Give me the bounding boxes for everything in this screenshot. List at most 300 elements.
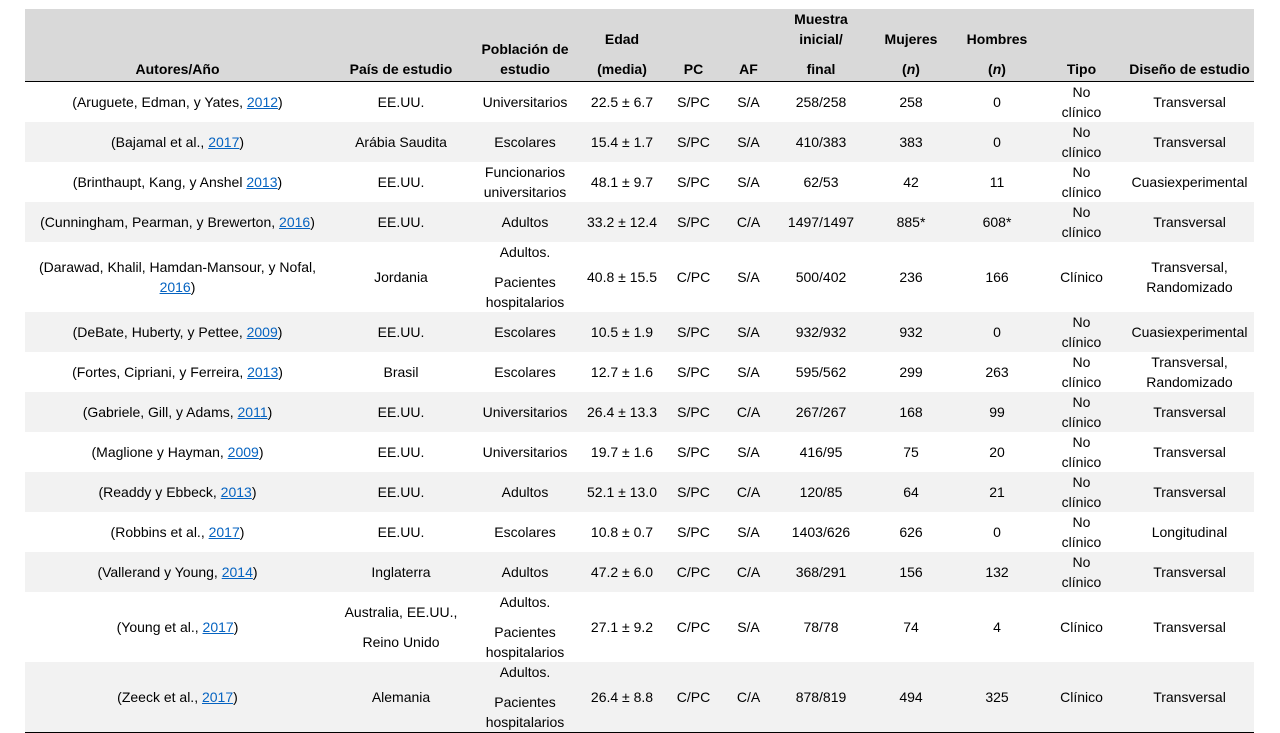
author-text: )	[278, 364, 283, 380]
cell-age	[578, 202, 666, 242]
design-text: Cuasiexperimental	[1131, 324, 1248, 340]
cell-men-text: 0	[993, 94, 1001, 110]
cell-design	[1125, 432, 1254, 472]
cell-women-text: 932	[899, 324, 923, 340]
table-row	[25, 552, 1254, 592]
cell-sample	[776, 82, 866, 123]
country-text: Australia, EE.UU.,	[344, 604, 458, 620]
cell-men-text: 263	[985, 364, 1009, 380]
cell-pc	[666, 202, 721, 242]
cell-pc	[666, 82, 721, 123]
cell-population	[472, 512, 578, 552]
type-text: clínico	[1061, 414, 1102, 430]
cell-men-text: 11	[989, 174, 1005, 190]
reference-year-link[interactable]: 2017	[208, 524, 240, 540]
population-text: Adultos.	[499, 594, 551, 610]
cell-population	[472, 352, 578, 392]
author-text: (Bajamal et al.,	[110, 134, 209, 150]
population-text: Adultos.	[499, 244, 551, 260]
type-text: No	[1072, 394, 1091, 410]
author-text: )	[239, 134, 245, 150]
cell-af-text: S/A	[737, 619, 760, 635]
reference-year-link[interactable]: 2011	[237, 404, 268, 420]
author-text: )	[267, 404, 273, 420]
cell-af-text: S/A	[737, 524, 760, 540]
author-text: )	[310, 214, 315, 230]
cell-authors	[25, 162, 330, 202]
cell-country	[330, 312, 472, 352]
author-text: )	[251, 484, 257, 500]
cell-authors	[25, 352, 330, 392]
cell-women-text: 168	[899, 404, 923, 420]
author-text: (Fortes, Cipriani, y Ferreira,	[72, 364, 248, 380]
cell-pc-text: S/PC	[677, 94, 710, 110]
cell-age-text: 26.4 ± 8.8	[590, 689, 654, 705]
cell-af-text: S/A	[737, 269, 760, 285]
cell-men-text: 0	[993, 524, 1001, 540]
cell-age-text: 40.8 ± 15.5	[587, 269, 657, 285]
cell-men-text: 0	[993, 324, 1001, 340]
design-text: Transversal	[1153, 94, 1226, 110]
type-text: No	[1072, 434, 1091, 450]
cell-pc-text: C/PC	[676, 564, 711, 580]
cell-sample	[776, 122, 866, 162]
cell-pc	[666, 122, 721, 162]
cell-sample	[776, 242, 866, 312]
cell-type	[1038, 352, 1125, 392]
cell-pc-text: C/PC	[676, 269, 711, 285]
cell-men	[956, 122, 1038, 162]
cell-sample	[776, 162, 866, 202]
cell-age-text: 10.5 ± 1.9	[590, 324, 654, 340]
population-text: Pacientes hospitalarios	[485, 274, 565, 310]
cell-women-text: 156	[899, 564, 923, 580]
cell-men	[956, 472, 1038, 512]
cell-population	[472, 202, 578, 242]
author-text: (Aruguete, Edman, y Yates,	[72, 94, 247, 110]
header-men: Hombres (n)	[956, 9, 1038, 82]
cell-af-text: S/A	[737, 174, 760, 190]
table-row	[25, 82, 1254, 123]
cell-pc	[666, 392, 721, 432]
design-text: Transversal	[1153, 444, 1226, 460]
reference-year-link[interactable]: 2012	[246, 94, 279, 110]
design-text: Transversal	[1153, 619, 1226, 635]
cell-sample	[776, 432, 866, 472]
author-text: )	[258, 444, 264, 460]
cell-design	[1125, 162, 1254, 202]
population-text: Universitarios	[482, 444, 568, 460]
cell-men	[956, 592, 1038, 662]
cell-sample	[776, 472, 866, 512]
population-text: Adultos.	[499, 664, 551, 680]
cell-age-text: 22.5 ± 6.7	[590, 94, 654, 110]
cell-population	[472, 552, 578, 592]
population-text: Pacientes hospitalarios	[485, 624, 565, 660]
population-text: Escolares	[494, 324, 556, 340]
cell-men	[956, 552, 1038, 592]
cell-af	[721, 472, 776, 512]
cell-af-text: S/A	[737, 364, 760, 380]
population-text: Universitarios	[482, 404, 568, 420]
reference-year-link[interactable]: 2014	[221, 564, 253, 580]
cell-pc-text: S/PC	[677, 524, 710, 540]
design-text: Randomizado	[1146, 374, 1233, 390]
cell-pc-text: S/PC	[677, 404, 710, 420]
cell-sample-text: 78/78	[803, 619, 839, 635]
cell-country	[330, 392, 472, 432]
reference-year-link[interactable]: 2016	[159, 279, 191, 295]
cell-sample-text: 1403/626	[791, 524, 851, 540]
country-text: Arábia Saudita	[355, 134, 447, 150]
cell-pc	[666, 312, 721, 352]
author-text: (DeBate, Huberty, y Pettee,	[72, 324, 247, 340]
cell-design	[1125, 242, 1254, 312]
cell-authors	[25, 392, 330, 432]
cell-women	[866, 312, 956, 352]
cell-women	[866, 472, 956, 512]
type-text: No	[1072, 514, 1091, 530]
cell-pc-text: S/PC	[677, 214, 710, 230]
header-sample: Muestra inicial/ final	[776, 9, 866, 82]
type-text: Clínico	[1060, 689, 1103, 705]
reference-year-link[interactable]: 2016	[279, 214, 311, 230]
type-text: clínico	[1061, 104, 1102, 120]
table-row	[25, 352, 1254, 392]
studies-table-container	[25, 9, 1254, 733]
type-text: No	[1072, 124, 1091, 140]
cell-authors	[25, 662, 330, 733]
cell-women-text: 42	[903, 174, 919, 190]
cell-men	[956, 352, 1038, 392]
cell-women-text: 236	[899, 269, 923, 285]
cell-af-text: C/A	[736, 484, 761, 500]
cell-age-text: 47.2 ± 6.0	[590, 564, 654, 580]
cell-women	[866, 82, 956, 123]
cell-men	[956, 662, 1038, 733]
country-text: Reino Unido	[362, 634, 440, 650]
cell-type	[1038, 392, 1125, 432]
cell-men	[956, 312, 1038, 352]
reference-year-link[interactable]: 2009	[246, 324, 278, 340]
cell-af	[721, 552, 776, 592]
author-text: )	[277, 174, 283, 190]
design-text: Cuasiexperimental	[1131, 174, 1248, 190]
cell-country	[330, 592, 472, 662]
cell-country	[330, 82, 472, 123]
cell-type	[1038, 592, 1125, 662]
table-row	[25, 202, 1254, 242]
cell-authors	[25, 202, 330, 242]
population-text: Universitarios	[482, 94, 568, 110]
author-text: (Young et al.,	[116, 619, 203, 635]
cell-age	[578, 312, 666, 352]
cell-women-text: 299	[899, 364, 923, 380]
cell-af	[721, 662, 776, 733]
cell-population	[472, 82, 578, 123]
cell-design	[1125, 662, 1254, 733]
cell-women	[866, 432, 956, 472]
cell-af	[721, 512, 776, 552]
cell-af-text: C/A	[736, 404, 761, 420]
cell-men-text: 325	[985, 689, 1009, 705]
cell-pc	[666, 552, 721, 592]
design-text: Randomizado	[1146, 279, 1233, 295]
cell-age	[578, 662, 666, 733]
table-row	[25, 472, 1254, 512]
cell-age-text: 27.1 ± 9.2	[590, 619, 654, 635]
cell-age	[578, 242, 666, 312]
reference-year-link[interactable]: 2013	[220, 484, 252, 500]
cell-authors	[25, 552, 330, 592]
cell-af	[721, 242, 776, 312]
cell-af	[721, 392, 776, 432]
cell-design	[1125, 472, 1254, 512]
cell-men-text: 4	[993, 619, 1001, 635]
country-text: EE.UU.	[377, 94, 425, 110]
cell-pc-text: C/PC	[676, 689, 711, 705]
cell-country	[330, 242, 472, 312]
cell-country	[330, 162, 472, 202]
header-women: Mujeres (n)	[866, 9, 956, 82]
cell-age	[578, 472, 666, 512]
cell-authors	[25, 472, 330, 512]
cell-men	[956, 82, 1038, 123]
author-text: )	[277, 324, 283, 340]
type-text: clínico	[1061, 534, 1102, 550]
country-text: EE.UU.	[377, 404, 425, 420]
cell-sample-text: 878/819	[795, 689, 847, 705]
cell-pc	[666, 472, 721, 512]
cell-sample	[776, 312, 866, 352]
cell-sample-text: 62/53	[803, 174, 839, 190]
table-row	[25, 432, 1254, 472]
cell-population	[472, 432, 578, 472]
cell-design	[1125, 392, 1254, 432]
cell-pc-text: S/PC	[677, 364, 710, 380]
header-row	[25, 9, 1254, 82]
design-text: Transversal	[1153, 689, 1226, 705]
cell-sample-text: 595/562	[795, 364, 847, 380]
author-text: )	[252, 564, 258, 580]
type-text: Clínico	[1060, 269, 1103, 285]
cell-men-text: 166	[985, 269, 1009, 285]
cell-sample	[776, 202, 866, 242]
author-text: (Vallerand y Young,	[97, 564, 222, 580]
population-text: Adultos	[501, 214, 549, 230]
cell-pc-text: S/PC	[677, 134, 710, 150]
cell-af-text: C/A	[736, 564, 761, 580]
cell-design	[1125, 592, 1254, 662]
reference-year-link[interactable]: 2013	[247, 364, 279, 380]
cell-age	[578, 592, 666, 662]
cell-sample-text: 410/383	[795, 134, 847, 150]
cell-af	[721, 352, 776, 392]
cell-country	[330, 552, 472, 592]
country-text: Brasil	[383, 364, 419, 380]
cell-country	[330, 512, 472, 552]
design-text: Transversal	[1153, 564, 1226, 580]
cell-type	[1038, 512, 1125, 552]
cell-af-text: S/A	[737, 94, 760, 110]
cell-sample-text: 1497/1497	[787, 214, 855, 230]
population-text: universitarios	[483, 184, 567, 200]
reference-year-link[interactable]: 2017	[202, 619, 234, 635]
cell-type	[1038, 552, 1125, 592]
header-population: Población de estudio	[472, 9, 578, 82]
population-text: Adultos	[501, 484, 549, 500]
cell-design	[1125, 552, 1254, 592]
type-text: clínico	[1061, 454, 1102, 470]
header-age: Edad (media)	[578, 9, 666, 82]
cell-women	[866, 352, 956, 392]
cell-women	[866, 592, 956, 662]
cell-sample	[776, 392, 866, 432]
cell-authors	[25, 592, 330, 662]
cell-design	[1125, 82, 1254, 123]
header-pc: PC	[666, 9, 721, 82]
cell-men	[956, 392, 1038, 432]
cell-age	[578, 352, 666, 392]
cell-pc-text: S/PC	[677, 444, 710, 460]
cell-design	[1125, 352, 1254, 392]
cell-women-text: 258	[899, 94, 923, 110]
cell-men-text: 21	[989, 484, 1005, 500]
cell-af	[721, 592, 776, 662]
cell-men-text: 20	[989, 444, 1005, 460]
country-text: Inglaterra	[371, 564, 431, 580]
cell-women-text: 75	[903, 444, 919, 460]
cell-age-text: 26.4 ± 13.3	[587, 404, 657, 420]
cell-pc	[666, 592, 721, 662]
cell-age-text: 12.7 ± 1.6	[590, 364, 654, 380]
cell-country	[330, 432, 472, 472]
table-row	[25, 242, 1254, 312]
cell-population	[472, 662, 578, 733]
design-text: Transversal,	[1151, 354, 1228, 370]
cell-age-text: 48.1 ± 9.7	[590, 174, 654, 190]
cell-authors	[25, 242, 330, 312]
cell-pc	[666, 162, 721, 202]
table-row	[25, 392, 1254, 432]
type-text: No	[1072, 204, 1091, 220]
cell-age-text: 52.1 ± 13.0	[587, 484, 657, 500]
type-text: clínico	[1061, 574, 1102, 590]
cell-women	[866, 242, 956, 312]
cell-af	[721, 202, 776, 242]
type-text: No	[1072, 554, 1091, 570]
design-text: Transversal,	[1151, 259, 1228, 275]
cell-women	[866, 662, 956, 733]
cell-af	[721, 82, 776, 123]
cell-age	[578, 432, 666, 472]
type-text: clínico	[1061, 494, 1102, 510]
population-text: Adultos	[501, 564, 549, 580]
country-text: Alemania	[371, 689, 431, 705]
author-text: (Robbins et al.,	[110, 524, 209, 540]
cell-af	[721, 122, 776, 162]
cell-women-text: 383	[899, 134, 923, 150]
cell-authors	[25, 432, 330, 472]
cell-men	[956, 202, 1038, 242]
header-authors: Autores/Año	[25, 9, 330, 82]
cell-pc-text: C/PC	[676, 619, 711, 635]
author-text: (Zeeck et al.,	[117, 689, 202, 705]
cell-age	[578, 392, 666, 432]
type-text: No	[1072, 474, 1091, 490]
cell-design	[1125, 122, 1254, 162]
design-text: Transversal	[1153, 214, 1226, 230]
cell-pc-text: S/PC	[677, 174, 710, 190]
cell-women	[866, 552, 956, 592]
cell-population	[472, 472, 578, 512]
cell-age-text: 19.7 ± 1.6	[590, 444, 654, 460]
population-text: Escolares	[494, 524, 556, 540]
cell-country	[330, 122, 472, 162]
header-country: País de estudio	[330, 9, 472, 82]
reference-year-link[interactable]: 2013	[246, 174, 278, 190]
cell-sample-text: 500/402	[795, 269, 847, 285]
author-text: )	[190, 279, 196, 295]
table-row	[25, 312, 1254, 352]
author-text: (Darawad, Khalil, Hamdan-Mansour, y Nofal,	[38, 259, 316, 275]
author-text: )	[239, 524, 245, 540]
cell-pc	[666, 242, 721, 312]
cell-sample	[776, 592, 866, 662]
cell-af	[721, 312, 776, 352]
cell-pc	[666, 512, 721, 552]
cell-type	[1038, 162, 1125, 202]
reference-year-link[interactable]: 2009	[227, 444, 259, 460]
table-row	[25, 592, 1254, 662]
design-text: Transversal	[1153, 404, 1226, 420]
population-text: Funcionarios	[484, 164, 566, 180]
cell-men-text: 99	[989, 404, 1005, 420]
cell-pc	[666, 432, 721, 472]
cell-country	[330, 352, 472, 392]
cell-sample	[776, 512, 866, 552]
reference-year-link[interactable]: 2017	[201, 689, 234, 705]
cell-type	[1038, 312, 1125, 352]
country-text: Jordania	[374, 269, 428, 285]
cell-age	[578, 122, 666, 162]
cell-population	[472, 162, 578, 202]
table-row	[25, 122, 1254, 162]
cell-pc-text: S/PC	[677, 484, 710, 500]
table-body	[25, 82, 1254, 733]
reference-year-link[interactable]: 2017	[208, 134, 240, 150]
design-text: Transversal	[1153, 134, 1226, 150]
cell-sample	[776, 662, 866, 733]
cell-women	[866, 512, 956, 552]
table-row	[25, 162, 1254, 202]
design-text: Transversal	[1153, 484, 1226, 500]
cell-authors	[25, 312, 330, 352]
type-text: No	[1072, 84, 1091, 100]
author-text: (Cunningham, Pearman, y Brewerton,	[40, 214, 280, 230]
country-text: EE.UU.	[377, 324, 425, 340]
cell-sample-text: 120/85	[799, 484, 843, 500]
cell-men-text: 608*	[982, 214, 1012, 230]
cell-type	[1038, 242, 1125, 312]
population-text: Escolares	[494, 364, 556, 380]
cell-population	[472, 312, 578, 352]
cell-authors	[25, 122, 330, 162]
design-text: Longitudinal	[1151, 524, 1228, 540]
country-text: EE.UU.	[377, 484, 425, 500]
cell-type	[1038, 202, 1125, 242]
author-text: (Readdy y Ebbeck,	[98, 484, 221, 500]
